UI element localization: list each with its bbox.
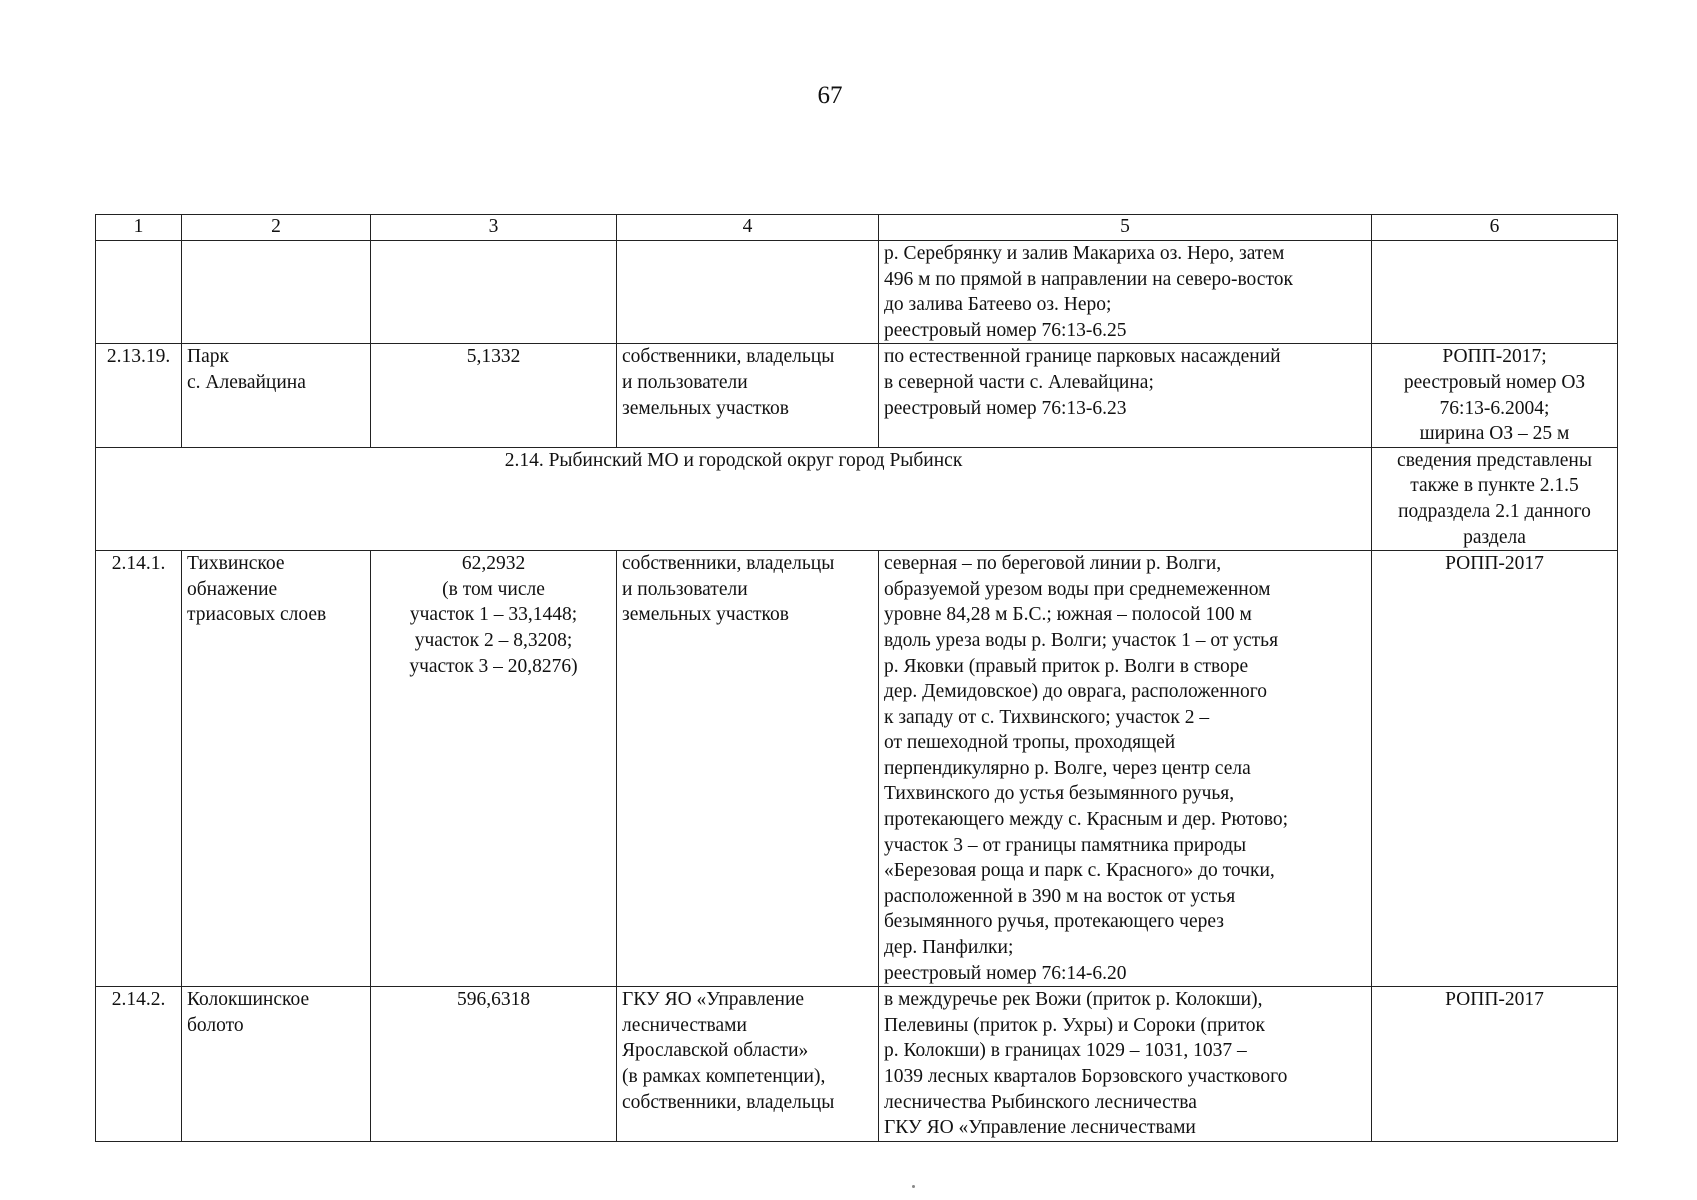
row-number [96,241,182,344]
column-header-row [96,215,1618,241]
scan-speck [912,1185,915,1188]
row-number: 2.14.2. [96,987,182,1142]
object-name [182,241,371,344]
column-header-1: 1 [96,215,182,241]
table-row [96,551,1618,987]
section-title: 2.14. Рыбинский МО и городской округ город Рыбинск [96,447,1372,550]
column-header-4: 4 [617,215,879,241]
boundary-description: р. Серебрянку и залив Макариха оз. Неро, затем 496 м по прямой в направлении на северо-восток до залива Батеево оз. Неро; реестровый номер 76:13-6.25 [879,241,1372,344]
table-row [96,344,1618,447]
boundary-description: по естественной границе парковых насаждений в северной части с. Алевайцина; реестровый номер 76:13-6.23 [879,344,1372,447]
responsible-parties: собственники, владельцы и пользователи земельных участков [617,551,879,987]
boundary-description: в междуречье рек Вожи (приток р. Колокши), Пелевины (приток р. Ухры) и Сороки (приток р. Колокши) в границах 1029 – 1031, 1037 – 1039 лесных кварталов Борзовского участкового лесничества Рыбинского лесничества ГКУ ЯО «Управление лесничествами [879,987,1372,1142]
notes: РОПП-2017; реестровый номер ОЗ 76:13-6.2004; ширина ОЗ – 25 м [1372,344,1618,447]
boundary-description: северная – по береговой линии р. Волги, образуемой урезом воды при среднемеженном уровне 84,28 м Б.С.; южная – полосой 100 м вдоль уреза воды р. Волги; участок 1 – от устья р. Яковки (правый приток р. Волги в створе дер. Демидовское) до оврага, расположенного к западу от с. Тихвинского; участок 2 – от пешеходной тропы, проходящей перпендикулярно р. Волге, через центр села Тихвинского до устья безымянного ручья, протекающего между с. Красным и дер. Рютово; участок 3 – от границы памятника природы «Березовая роща и парк с. Красного» до точки, расположенной в 390 м на восток от устья безымянного ручья, протекающего через дер. Панфилки; реестровый номер 76:14-6.20 [879,551,1372,987]
row-number: 2.13.19. [96,344,182,447]
responsible-parties: ГКУ ЯО «Управление лесничествами Ярославской области» (в рамках компетенции), собственники, владельцы [617,987,879,1142]
section-row [96,447,1618,550]
area-value: 62,2932 (в том числе участок 1 – 33,1448; участок 2 – 8,3208; участок 3 – 20,8276) [371,551,617,987]
area-value [371,241,617,344]
row-number: 2.14.1. [96,551,182,987]
notes: РОПП-2017 [1372,987,1618,1142]
protected-areas-table [95,214,1618,1142]
area-value: 5,1332 [371,344,617,447]
page-number: 67 [817,82,843,109]
column-header-6: 6 [1372,215,1618,241]
object-name: Тихвинское обнажение триасовых слоев [182,551,371,987]
notes: сведения представлены также в пункте 2.1.5 подраздела 2.1 данного раздела [1372,447,1618,550]
column-header-3: 3 [371,215,617,241]
column-header-2: 2 [182,215,371,241]
responsible-parties [617,241,879,344]
object-name: Парк с. Алевайцина [182,344,371,447]
table-row [96,241,1618,344]
object-name: Колокшинское болото [182,987,371,1142]
table-row [96,987,1618,1142]
column-header-5: 5 [879,215,1372,241]
notes: РОПП-2017 [1372,551,1618,987]
area-value: 596,6318 [371,987,617,1142]
notes [1372,241,1618,344]
responsible-parties: собственники, владельцы и пользователи земельных участков [617,344,879,447]
